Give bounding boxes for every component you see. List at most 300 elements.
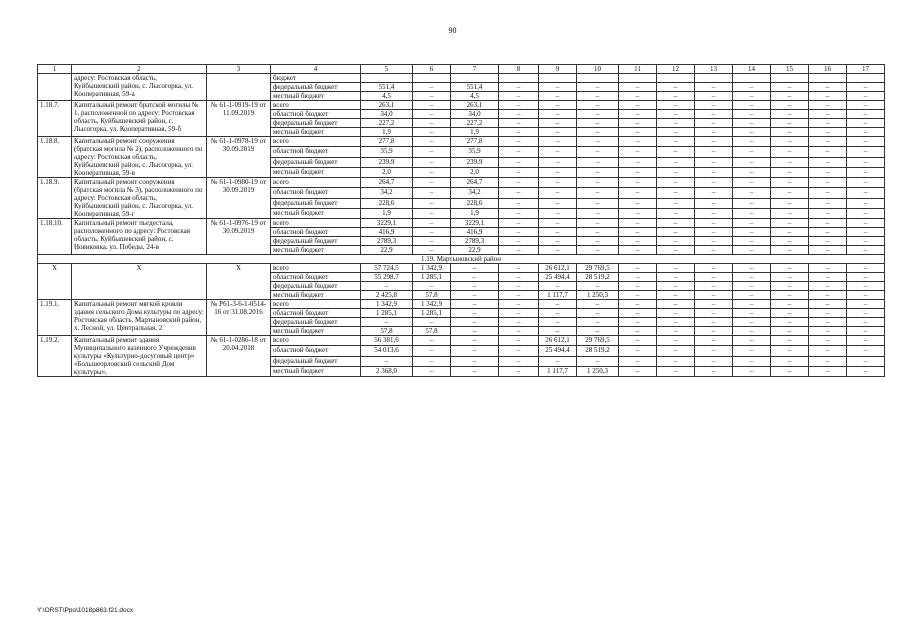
table-row <box>38 300 885 309</box>
value-cell: – <box>657 198 695 208</box>
value-cell: – <box>771 119 809 128</box>
value-cell: – <box>413 167 451 177</box>
value-cell: – <box>499 366 539 376</box>
value-cell: 277,8 <box>361 137 413 147</box>
value-cell: – <box>657 264 695 273</box>
value-cell: – <box>451 282 499 291</box>
value-cell: – <box>539 157 577 167</box>
value-cell: – <box>499 346 539 356</box>
value-cell: – <box>771 198 809 208</box>
value-cell: – <box>695 346 733 356</box>
value-cell: 1 285,1 <box>361 309 413 318</box>
document-cell: № 61-1-0919-19 от 11.09.2019 <box>207 101 271 137</box>
value-cell: – <box>771 300 809 309</box>
value-cell: 263,1 <box>361 101 413 110</box>
value-cell: – <box>733 228 771 237</box>
funding-source-cell: областной бюджет <box>271 147 361 157</box>
value-cell: – <box>657 228 695 237</box>
value-cell: 29 769,5 <box>577 264 619 273</box>
value-cell: – <box>619 228 657 237</box>
funding-source-cell: местный бюджет <box>271 208 361 218</box>
value-cell: – <box>451 309 499 318</box>
funding-source-cell: всего <box>271 219 361 228</box>
value-cell: – <box>771 327 809 336</box>
value-cell: – <box>657 318 695 327</box>
value-cell: – <box>413 228 451 237</box>
value-cell: – <box>809 101 847 110</box>
funding-source-cell: всего <box>271 336 361 346</box>
value-cell: 2789,3 <box>451 237 499 246</box>
value-cell: – <box>539 309 577 318</box>
value-cell: – <box>499 178 539 188</box>
value-cell: 57,8 <box>413 291 451 300</box>
value-cell: 1,9 <box>451 208 499 218</box>
funding-source-cell: федеральный бюджет <box>271 282 361 291</box>
value-cell: – <box>657 327 695 336</box>
value-cell: – <box>413 318 451 327</box>
value-cell: – <box>809 237 847 246</box>
value-cell: – <box>413 188 451 198</box>
value-cell: – <box>809 282 847 291</box>
value-cell: – <box>847 318 885 327</box>
value-cell: – <box>539 228 577 237</box>
value-cell: – <box>657 147 695 157</box>
table-row <box>38 264 885 273</box>
item-number-cell: 1.18.8. <box>38 137 72 178</box>
value-cell: – <box>809 110 847 119</box>
value-cell: 227,2 <box>361 119 413 128</box>
value-cell: – <box>847 327 885 336</box>
value-cell: – <box>657 366 695 376</box>
value-cell: – <box>809 178 847 188</box>
value-cell: – <box>577 128 619 137</box>
value-cell: – <box>361 318 413 327</box>
value-cell: – <box>577 178 619 188</box>
value-cell: 22,9 <box>451 246 499 255</box>
value-cell: – <box>539 300 577 309</box>
value-cell: 29 769,5 <box>577 336 619 346</box>
value-cell: – <box>451 291 499 300</box>
value-cell: – <box>619 83 657 92</box>
value-cell: – <box>499 101 539 110</box>
value-cell: 57 724,5 <box>361 264 413 273</box>
value-cell: – <box>539 246 577 255</box>
value-cell: – <box>577 157 619 167</box>
value-cell: – <box>695 282 733 291</box>
value-cell: – <box>733 309 771 318</box>
value-cell: – <box>847 178 885 188</box>
value-cell: – <box>733 178 771 188</box>
value-cell: – <box>499 92 539 101</box>
value-cell: – <box>809 167 847 177</box>
table-row <box>38 137 885 147</box>
value-cell: – <box>619 291 657 300</box>
value-cell: 35,9 <box>451 147 499 157</box>
value-cell: – <box>771 167 809 177</box>
value-cell: – <box>619 356 657 366</box>
value-cell: – <box>733 208 771 218</box>
value-cell: – <box>619 273 657 282</box>
column-header-cell: 3 <box>207 65 271 74</box>
value-cell: – <box>771 318 809 327</box>
value-cell: – <box>809 291 847 300</box>
value-cell: – <box>577 92 619 101</box>
column-header-cell: 5 <box>361 65 413 74</box>
value-cell: – <box>577 167 619 177</box>
value-cell: – <box>413 128 451 137</box>
value-cell: – <box>809 128 847 137</box>
column-header-cell: 10 <box>577 65 619 74</box>
value-cell: – <box>413 208 451 218</box>
column-header-cell: 16 <box>809 65 847 74</box>
value-cell: – <box>809 336 847 346</box>
value-cell: – <box>809 92 847 101</box>
value-cell: – <box>499 110 539 119</box>
funding-source-cell: областной бюджет <box>271 273 361 282</box>
value-cell: – <box>695 309 733 318</box>
value-cell: – <box>539 119 577 128</box>
value-cell: – <box>451 264 499 273</box>
value-cell: – <box>413 137 451 147</box>
value-cell: 264,7 <box>361 178 413 188</box>
value-cell: 239,9 <box>451 157 499 167</box>
value-cell: 34,2 <box>451 188 499 198</box>
value-cell: – <box>619 128 657 137</box>
value-cell: – <box>413 366 451 376</box>
value-cell: – <box>499 83 539 92</box>
value-cell: – <box>657 157 695 167</box>
value-cell: – <box>577 219 619 228</box>
value-cell: 35,9 <box>361 147 413 157</box>
value-cell: – <box>577 101 619 110</box>
value-cell: – <box>733 83 771 92</box>
value-cell: – <box>695 167 733 177</box>
value-cell: – <box>413 356 451 366</box>
value-cell: – <box>413 119 451 128</box>
value-cell: – <box>657 101 695 110</box>
value-cell: – <box>499 327 539 336</box>
value-cell: 1 250,3 <box>577 366 619 376</box>
value-cell: – <box>695 110 733 119</box>
value-cell: – <box>695 101 733 110</box>
value-cell: – <box>499 147 539 157</box>
value-cell: – <box>577 83 619 92</box>
value-cell: – <box>499 273 539 282</box>
value-cell: – <box>413 346 451 356</box>
column-header-cell: 13 <box>695 65 733 74</box>
value-cell: – <box>771 356 809 366</box>
value-cell: – <box>695 356 733 366</box>
value-cell: – <box>847 366 885 376</box>
value-cell: – <box>619 246 657 255</box>
value-cell: – <box>619 137 657 147</box>
value-cell: – <box>413 92 451 101</box>
value-cell <box>539 74 577 83</box>
funding-source-cell: местный бюджет <box>271 92 361 101</box>
value-cell: – <box>657 291 695 300</box>
value-cell: – <box>499 228 539 237</box>
funding-source-cell: местный бюджет <box>271 128 361 137</box>
value-cell: – <box>771 188 809 198</box>
value-cell: – <box>771 208 809 218</box>
value-cell: – <box>733 291 771 300</box>
value-cell: 551,4 <box>451 83 499 92</box>
value-cell: – <box>619 110 657 119</box>
value-cell: – <box>809 309 847 318</box>
funding-source-cell: бюджет <box>271 74 361 83</box>
value-cell: 1 285,1 <box>413 309 451 318</box>
value-cell: 1 342,9 <box>413 300 451 309</box>
value-cell: – <box>809 346 847 356</box>
value-cell: – <box>809 327 847 336</box>
value-cell: – <box>499 119 539 128</box>
value-cell: – <box>657 83 695 92</box>
value-cell: 34,2 <box>361 188 413 198</box>
item-number-cell: Х <box>38 264 72 300</box>
value-cell <box>847 74 885 83</box>
value-cell: – <box>733 92 771 101</box>
column-header-cell: 1 <box>38 65 72 74</box>
value-cell: 1 117,7 <box>539 366 577 376</box>
value-cell: 25 494,4 <box>539 273 577 282</box>
value-cell: – <box>539 101 577 110</box>
value-cell: – <box>695 137 733 147</box>
value-cell: 277,8 <box>451 137 499 147</box>
funding-source-cell: федеральный бюджет <box>271 318 361 327</box>
value-cell: – <box>657 237 695 246</box>
value-cell: 1 250,3 <box>577 291 619 300</box>
value-cell: 56 381,6 <box>361 336 413 346</box>
value-cell: – <box>577 119 619 128</box>
value-cell: – <box>413 336 451 346</box>
value-cell: – <box>577 356 619 366</box>
value-cell: – <box>619 318 657 327</box>
value-cell: – <box>695 264 733 273</box>
value-cell: – <box>577 147 619 157</box>
document-cell: № 61-1-0978-19 от 30.09.2019 <box>207 137 271 178</box>
value-cell: – <box>809 188 847 198</box>
value-cell: 1 285,1 <box>413 273 451 282</box>
value-cell: – <box>695 327 733 336</box>
value-cell: 263,1 <box>451 101 499 110</box>
value-cell: 3229,1 <box>361 219 413 228</box>
value-cell: – <box>809 157 847 167</box>
value-cell: – <box>539 318 577 327</box>
value-cell: – <box>847 147 885 157</box>
document-cell: № 61-1-0980-19 от 30.09.2019 <box>207 178 271 219</box>
value-cell: – <box>577 110 619 119</box>
value-cell: – <box>413 178 451 188</box>
value-cell: – <box>847 101 885 110</box>
column-header-cell: 15 <box>771 65 809 74</box>
value-cell: – <box>733 147 771 157</box>
value-cell: – <box>809 137 847 147</box>
value-cell: – <box>695 92 733 101</box>
value-cell: 416,9 <box>361 228 413 237</box>
value-cell: 2,0 <box>361 167 413 177</box>
value-cell <box>771 74 809 83</box>
value-cell: – <box>809 208 847 218</box>
value-cell: – <box>733 366 771 376</box>
value-cell: – <box>499 137 539 147</box>
budget-table-wrapper <box>37 64 868 377</box>
page-number: 90 <box>448 26 457 35</box>
section-header-row <box>38 255 885 264</box>
value-cell: – <box>657 346 695 356</box>
value-cell: – <box>771 264 809 273</box>
funding-source-cell: местный бюджет <box>271 291 361 300</box>
document-cell: Х <box>207 264 271 300</box>
value-cell: 34,0 <box>451 110 499 119</box>
value-cell: – <box>695 157 733 167</box>
value-cell: – <box>695 119 733 128</box>
value-cell: 4,5 <box>451 92 499 101</box>
value-cell: – <box>847 246 885 255</box>
value-cell: – <box>577 198 619 208</box>
value-cell: – <box>771 346 809 356</box>
value-cell: – <box>733 198 771 208</box>
value-cell: – <box>847 167 885 177</box>
funding-source-cell: местный бюджет <box>271 366 361 376</box>
value-cell: – <box>539 327 577 336</box>
item-name-cell: Капитальный ремонт пьедестала, расположенного по адресу: Ростовская область, Куйбышевский район, с. Новиковка, ул. Победы, 24-в <box>72 219 207 255</box>
table-row <box>38 336 885 346</box>
value-cell: – <box>499 309 539 318</box>
value-cell: – <box>733 246 771 255</box>
value-cell: – <box>733 219 771 228</box>
value-cell: – <box>619 208 657 218</box>
value-cell: – <box>809 83 847 92</box>
value-cell: – <box>809 147 847 157</box>
value-cell: – <box>847 356 885 366</box>
value-cell: – <box>413 83 451 92</box>
value-cell: – <box>733 356 771 366</box>
value-cell <box>413 74 451 83</box>
value-cell: 26 612,1 <box>539 264 577 273</box>
value-cell: – <box>771 228 809 237</box>
value-cell: 4,5 <box>361 92 413 101</box>
funding-source-cell: федеральный бюджет <box>271 83 361 92</box>
value-cell: – <box>499 282 539 291</box>
value-cell: – <box>539 137 577 147</box>
item-number-cell: 1.18.10. <box>38 219 72 255</box>
value-cell: – <box>499 291 539 300</box>
value-cell: – <box>771 246 809 255</box>
footer-file-path: Y:\ORST\Ppo\1018p863.f21.docx <box>37 607 134 614</box>
value-cell: – <box>361 282 413 291</box>
value-cell: – <box>619 309 657 318</box>
item-number-cell: 1.19.1. <box>38 300 72 336</box>
value-cell: – <box>451 273 499 282</box>
value-cell: – <box>695 147 733 157</box>
value-cell: – <box>733 346 771 356</box>
value-cell: 1,9 <box>361 208 413 218</box>
value-cell: – <box>539 198 577 208</box>
value-cell: – <box>847 300 885 309</box>
value-cell: – <box>619 300 657 309</box>
item-number-cell: 1.19.2. <box>38 336 72 377</box>
value-cell: – <box>451 346 499 356</box>
value-cell: – <box>771 92 809 101</box>
value-cell: – <box>577 237 619 246</box>
value-cell: – <box>657 178 695 188</box>
table-row <box>38 178 885 188</box>
value-cell: – <box>657 167 695 177</box>
value-cell: 34,0 <box>361 110 413 119</box>
value-cell: – <box>847 110 885 119</box>
value-cell: – <box>413 110 451 119</box>
value-cell <box>577 74 619 83</box>
value-cell: – <box>695 219 733 228</box>
value-cell: – <box>733 318 771 327</box>
value-cell: – <box>847 237 885 246</box>
document-cell: № Р61-3-6-1-0514-16 от 31.08.2016 <box>207 300 271 336</box>
value-cell: 416,9 <box>451 228 499 237</box>
value-cell: – <box>809 219 847 228</box>
value-cell: – <box>619 327 657 336</box>
funding-source-cell: местный бюджет <box>271 167 361 177</box>
value-cell: – <box>619 282 657 291</box>
value-cell: – <box>619 167 657 177</box>
value-cell: – <box>657 219 695 228</box>
value-cell: – <box>771 291 809 300</box>
value-cell: 1 117,7 <box>539 291 577 300</box>
value-cell: – <box>619 264 657 273</box>
value-cell: – <box>771 366 809 376</box>
value-cell: – <box>733 101 771 110</box>
value-cell: – <box>499 264 539 273</box>
value-cell: – <box>413 246 451 255</box>
value-cell: – <box>413 147 451 157</box>
funding-source-cell: всего <box>271 101 361 110</box>
value-cell: – <box>657 273 695 282</box>
value-cell: – <box>733 300 771 309</box>
value-cell <box>499 74 539 83</box>
value-cell: – <box>771 237 809 246</box>
value-cell: 1,9 <box>361 128 413 137</box>
funding-source-cell: всего <box>271 300 361 309</box>
value-cell: – <box>451 366 499 376</box>
table-row <box>38 101 885 110</box>
value-cell: – <box>809 246 847 255</box>
value-cell: – <box>577 318 619 327</box>
value-cell: – <box>847 291 885 300</box>
value-cell: – <box>451 300 499 309</box>
value-cell: – <box>539 178 577 188</box>
value-cell: – <box>847 119 885 128</box>
value-cell: – <box>847 188 885 198</box>
value-cell: – <box>413 282 451 291</box>
value-cell: – <box>619 198 657 208</box>
value-cell: 57,8 <box>361 327 413 336</box>
funding-source-cell: областной бюджет <box>271 110 361 119</box>
column-header-cell: 17 <box>847 65 885 74</box>
value-cell: – <box>771 336 809 346</box>
value-cell: – <box>847 92 885 101</box>
value-cell: – <box>577 137 619 147</box>
column-header-cell: 4 <box>271 65 361 74</box>
value-cell: – <box>539 219 577 228</box>
value-cell <box>361 74 413 83</box>
value-cell: – <box>771 147 809 157</box>
funding-source-cell: областной бюджет <box>271 309 361 318</box>
value-cell: – <box>695 336 733 346</box>
value-cell: – <box>657 282 695 291</box>
value-cell: – <box>657 300 695 309</box>
value-cell: 1 342,9 <box>413 264 451 273</box>
value-cell: – <box>771 110 809 119</box>
value-cell: – <box>695 208 733 218</box>
